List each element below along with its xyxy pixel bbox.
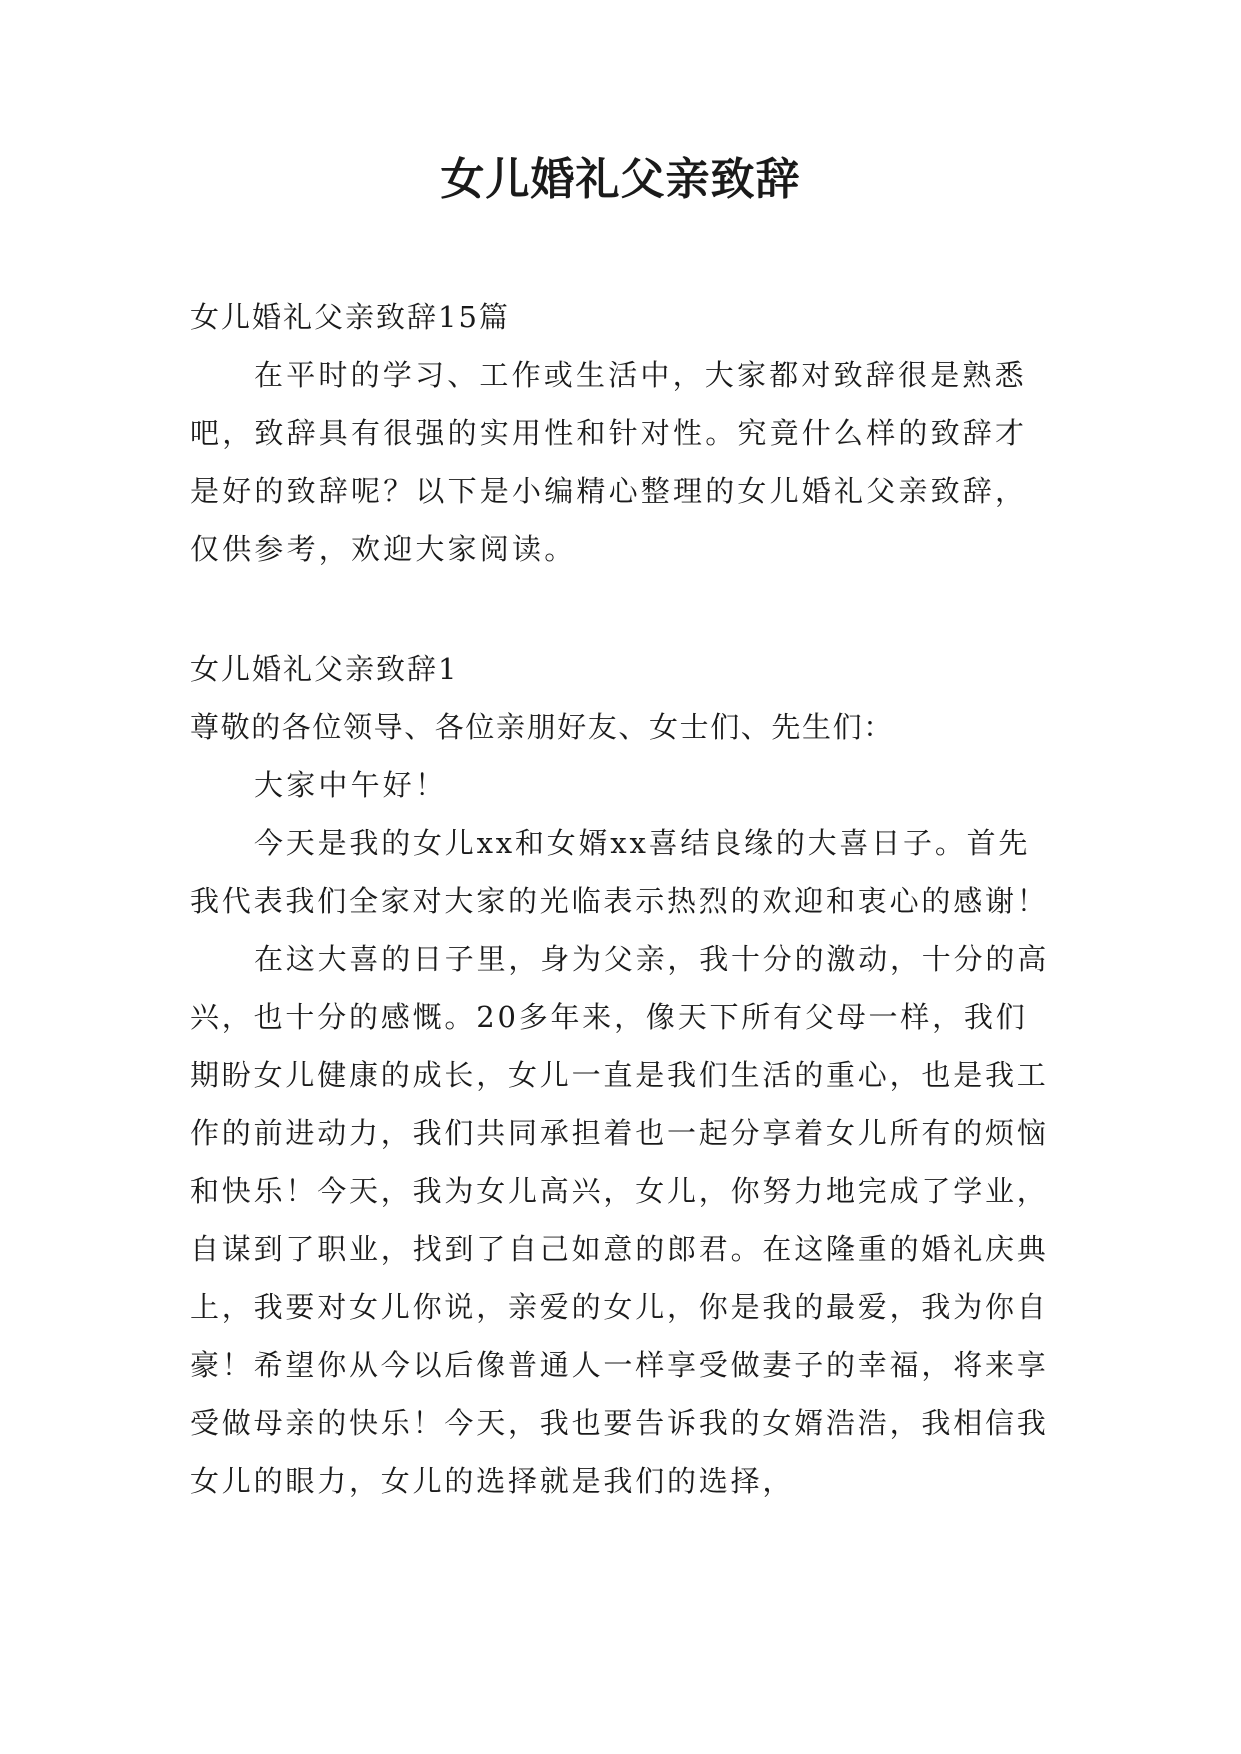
intro-paragraph: 在平时的学习、工作或生活中，大家都对致辞很是熟悉吧，致辞具有很强的实用性和针对性。究竟什么样的致辞才是好的致辞呢？以下是小编精心整理的女儿婚礼父亲致辞，仅供参考，欢迎大家阅读。 — [190, 358, 1028, 566]
salutation: 尊敬的各位领导、各位亲朋好友、女士们、先生们： — [190, 710, 894, 744]
section-spacer — [190, 578, 1050, 640]
body-paragraph-1: 今天是我的女儿xx和女婿xx喜结良缘的大喜日子。首先我代表我们全家对大家的光临表示热烈的欢迎和衷心的感谢！ — [190, 826, 1049, 918]
document-body — [190, 288, 1050, 1510]
section-heading: 女儿婚礼父亲致辞1 — [190, 652, 459, 686]
body-paragraph-2: 在这大喜的日子里，身为父亲，我十分的激动，十分的高兴，也十分的感慨。20多年来，像天下所有父母一样，我们期盼女儿健康的成长，女儿一直是我们生活的重心，也是我工作的前进动力，我们共同承担着也一起分享着女儿所有的烦恼和快乐！今天，我为女儿高兴，女儿，你努力地完成了学业，自谋到了职业，找到了自己如意的郎君。在这隆重的婚礼庆典上，我要对女儿你说，亲爱的女儿，你是我的最爱，我为你自豪！希望你从今以后像普通人一样享受做妻子的幸福，将来享受做母亲的快乐！今天，我也要告诉我的女婿浩浩，我相信我女儿的眼力，女儿的选择就是我们的选择， — [190, 942, 1050, 1498]
greeting: 大家中午好！ — [254, 768, 448, 802]
collection-heading: 女儿婚礼父亲致辞15篇 — [190, 300, 510, 334]
document-title: 女儿婚礼父亲致辞 — [440, 154, 801, 205]
